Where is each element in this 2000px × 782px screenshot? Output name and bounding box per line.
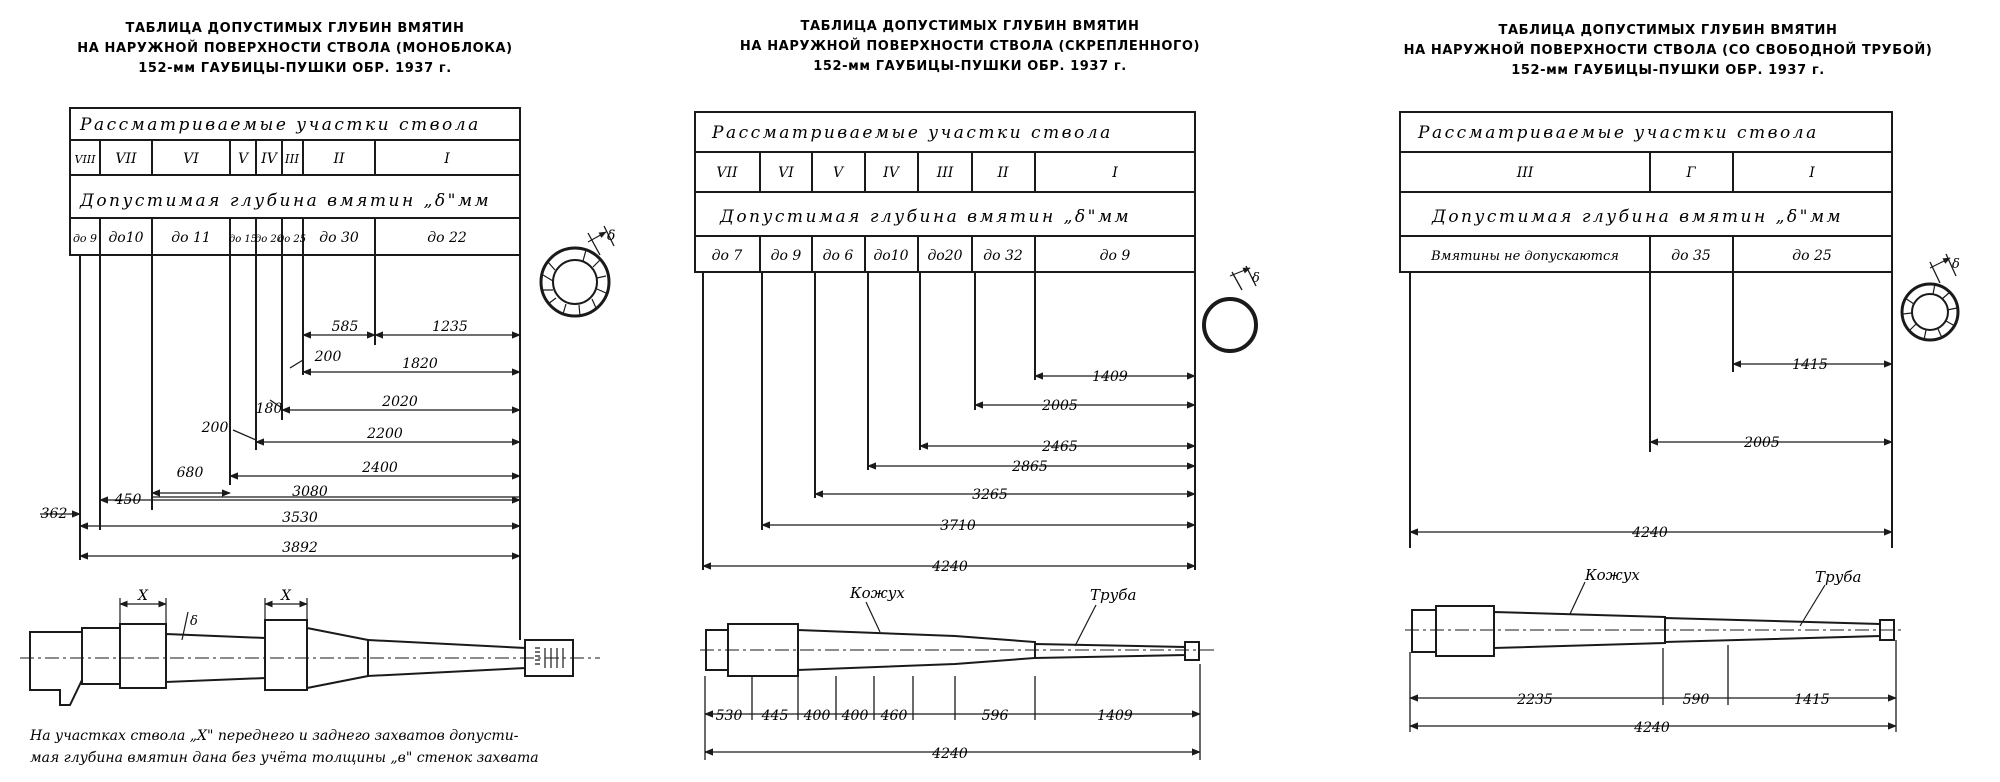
seg-dim: 590 bbox=[1682, 692, 1710, 708]
depth-cell: до 7 bbox=[711, 248, 743, 264]
depth-cell: до 25 bbox=[1792, 248, 1832, 264]
delta-label: δ bbox=[1252, 271, 1260, 286]
seg-dim: 2235 bbox=[1517, 692, 1553, 708]
dim-4240: 4240 bbox=[932, 559, 968, 575]
barrel-bonded bbox=[700, 602, 1215, 676]
section-cell: I bbox=[1112, 165, 1118, 181]
title-bonded bbox=[740, 19, 1200, 74]
tube-label: Труба bbox=[1090, 586, 1137, 604]
seg-dim: 445 bbox=[761, 708, 789, 724]
dim-180: 180 bbox=[255, 401, 283, 417]
title-line-1: ТАБЛИЦА ДОПУСТИМЫХ ГЛУБИН ВМЯТИН bbox=[1498, 23, 1838, 38]
section-cell: Г bbox=[1686, 165, 1696, 181]
depth-cell: до 6 bbox=[822, 248, 854, 264]
casing-label: Кожух bbox=[1585, 566, 1640, 584]
cross-section-ring bbox=[1204, 266, 1256, 351]
footnote bbox=[29, 728, 539, 766]
title-line-3: 152-мм ГАУБИЦЫ-ПУШКИ ОБР. 1937 г. bbox=[138, 61, 452, 76]
dim-2005: 2005 bbox=[1744, 435, 1780, 451]
section-cell: VI bbox=[183, 151, 199, 167]
footnote-line-2: мая глубина вмятин дана без учёта толщины „в" стенок захвата bbox=[30, 750, 539, 766]
total-dim: 4240 bbox=[932, 746, 968, 762]
grip-x-front: X bbox=[138, 588, 148, 604]
panel-monoblock bbox=[20, 21, 615, 766]
dim-1235: 1235 bbox=[432, 319, 468, 335]
seg-dim: 460 bbox=[880, 708, 908, 724]
section-cell: IV bbox=[883, 165, 899, 181]
dim-1409: 1409 bbox=[1092, 369, 1128, 385]
title-line-1: ТАБЛИЦА ДОПУСТИМЫХ ГЛУБИН ВМЯТИН bbox=[125, 21, 465, 36]
dimension-values bbox=[931, 369, 1128, 575]
dim-200: 200 bbox=[314, 349, 342, 365]
delta-label: δ bbox=[1952, 257, 1960, 272]
cross-section-ring bbox=[541, 226, 614, 316]
title-line-3: 152-мм ГАУБИЦЫ-ПУШКИ ОБР. 1937 г. bbox=[1511, 63, 1825, 78]
section-cell: III bbox=[1516, 165, 1534, 181]
seg-dim: 596 bbox=[981, 708, 1009, 724]
delta-label: δ bbox=[607, 228, 616, 244]
cross-section-ring bbox=[1902, 254, 1958, 340]
dim-3530: 3530 bbox=[282, 510, 318, 526]
barrel-monoblock bbox=[20, 598, 600, 705]
depth-values bbox=[73, 230, 467, 246]
dim-3080: 3080 bbox=[292, 484, 328, 500]
seg-dim: 400 bbox=[841, 708, 869, 724]
section-cell: II bbox=[997, 165, 1009, 181]
depth-cell: до 9 bbox=[1099, 248, 1131, 264]
dim-200b: 200 bbox=[201, 420, 229, 436]
dim-1820: 1820 bbox=[402, 356, 438, 372]
dim-450: 450 bbox=[114, 492, 142, 508]
dim-2865: 2865 bbox=[1012, 459, 1048, 475]
total-dim: 4240 bbox=[1634, 720, 1670, 736]
grip-x-rear: X bbox=[281, 588, 291, 604]
dimension-lines bbox=[40, 335, 520, 556]
section-cell: V bbox=[237, 151, 249, 167]
footnote-line-1: На участках ствола „Х" переднего и заднего захватов допусти- bbox=[30, 728, 519, 744]
section-cell: VI bbox=[778, 165, 794, 181]
panel-bonded bbox=[695, 19, 1260, 762]
barrel-liner bbox=[1405, 582, 1905, 656]
section-labels bbox=[1516, 165, 1816, 181]
depth-cell: до 9 bbox=[72, 232, 98, 245]
dim-2020: 2020 bbox=[382, 394, 418, 410]
seg-dim: 530 bbox=[715, 708, 743, 724]
dim-2005: 2005 bbox=[1042, 398, 1078, 414]
dim-4240: 4240 bbox=[1632, 525, 1668, 541]
depth-cell: до 25 bbox=[277, 234, 307, 245]
depth-cell: до10 bbox=[108, 230, 144, 246]
barrel-dimensions bbox=[1410, 640, 1896, 732]
seg-dim: 1409 bbox=[1097, 708, 1133, 724]
dim-3710: 3710 bbox=[940, 518, 976, 534]
title-line-1: ТАБЛИЦА ДОПУСТИМЫХ ГЛУБИН ВМЯТИН bbox=[800, 19, 1140, 34]
depth-cell: до 35 bbox=[1671, 248, 1711, 264]
title-line-3: 152-мм ГАУБИЦЫ-ПУШКИ ОБР. 1937 г. bbox=[813, 59, 1127, 74]
section-cell: VII bbox=[115, 151, 137, 167]
section-cell: III bbox=[936, 165, 954, 181]
depth-cell: до 15 bbox=[228, 234, 258, 245]
seg-dim: 1415 bbox=[1794, 692, 1830, 708]
dimension-values bbox=[41, 319, 468, 556]
depth-cell: Вмятины не допускаются bbox=[1431, 249, 1619, 264]
barrel-dim-values bbox=[716, 708, 1133, 762]
table-liner bbox=[1400, 112, 1892, 548]
section-cell: III bbox=[284, 152, 300, 166]
section-labels bbox=[75, 151, 451, 167]
dim-1415: 1415 bbox=[1792, 357, 1828, 373]
dim-362: 362 bbox=[40, 506, 68, 522]
section-cell: VII bbox=[716, 165, 738, 181]
depth-header: Допустимая глубина вмятин „δ"мм bbox=[1432, 207, 1844, 227]
section-cell: V bbox=[832, 165, 844, 181]
section-cell: IV bbox=[261, 151, 277, 167]
depth-cell: до 20 bbox=[254, 234, 284, 245]
depth-cell: до10 bbox=[873, 248, 909, 264]
dim-585: 585 bbox=[331, 319, 359, 335]
title-line-2: НА НАРУЖНОЙ ПОВЕРХНОСТИ СТВОЛА (СО СВОБОДНОЙ ТРУБОЙ) bbox=[1403, 43, 1933, 58]
dimension-lines bbox=[703, 376, 1195, 566]
section-cell: I bbox=[444, 151, 450, 167]
barrel-delta-label: δ bbox=[190, 614, 198, 629]
depth-header: Допустимая глубина вмятин „δ"мм bbox=[80, 191, 492, 211]
dim-3265: 3265 bbox=[972, 487, 1008, 503]
title-line-2: НА НАРУЖНОЙ ПОВЕРХНОСТИ СТВОЛА (МОНОБЛОКА) bbox=[77, 41, 513, 56]
section-header: Рассматриваемые участки ствола bbox=[1418, 123, 1819, 143]
title-liner bbox=[1404, 23, 1933, 78]
dim-3892: 3892 bbox=[282, 540, 318, 556]
dim-2465: 2465 bbox=[1042, 439, 1078, 455]
title-line-2: НА НАРУЖНОЙ ПОВЕРХНОСТИ СТВОЛА (СКРЕПЛЕННОГО) bbox=[739, 39, 1201, 54]
depth-cell: до20 bbox=[927, 248, 963, 264]
tube-label: Труба bbox=[1815, 568, 1862, 586]
section-cell: VIII bbox=[74, 153, 96, 166]
seg-dim: 400 bbox=[803, 708, 831, 724]
depth-cell: до 9 bbox=[770, 248, 802, 264]
panel-liner bbox=[1400, 23, 1960, 736]
dim-2400: 2400 bbox=[362, 460, 398, 476]
dim-2200: 2200 bbox=[367, 426, 403, 442]
depth-cell: до 32 bbox=[983, 248, 1023, 264]
section-header: Рассматриваемые участки ствола bbox=[80, 115, 481, 135]
depth-values bbox=[712, 248, 1131, 264]
depth-header: Допустимая глубина вмятин „δ"мм bbox=[720, 207, 1132, 227]
section-header: Рассматриваемые участки ствола bbox=[712, 123, 1113, 143]
depth-cell: до 22 bbox=[427, 230, 467, 246]
depth-values bbox=[1430, 248, 1832, 264]
section-cell: I bbox=[1809, 165, 1815, 181]
casing-label: Кожух bbox=[850, 584, 905, 602]
dimension-values bbox=[1631, 357, 1828, 541]
section-cell: II bbox=[333, 151, 345, 167]
title-monoblock bbox=[77, 21, 512, 76]
table-monoblock bbox=[70, 108, 520, 640]
dim-680: 680 bbox=[176, 465, 204, 481]
depth-cell: до 30 bbox=[319, 230, 359, 246]
depth-cell: до 11 bbox=[171, 230, 211, 246]
